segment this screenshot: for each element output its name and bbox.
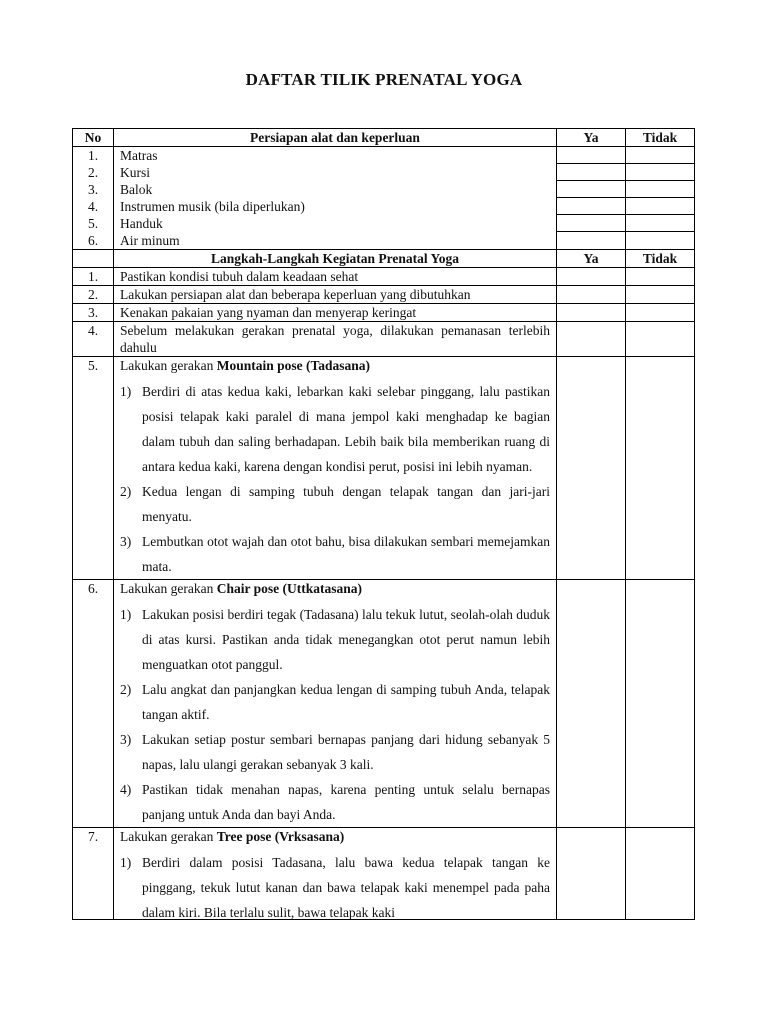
checkbox-ya[interactable] [557, 322, 626, 357]
checkbox-ya[interactable] [557, 147, 625, 164]
header-ya: Ya [557, 129, 626, 147]
step-row [73, 286, 695, 304]
pose-step-number: 2) [120, 682, 132, 697]
pose-step-text: Lakukan posisi berdiri tegak (Tadasana) lalu tekuk lutut, seolah-olah duduk di atas kursi. Pastikan anda tidak menegangkan otot perut namun lebih menguatkan otot panggul. [142, 607, 550, 672]
checkbox-tidak[interactable] [626, 304, 695, 322]
pose-steps [120, 379, 550, 579]
pose-name: Tree pose (Vrksasana) [216, 829, 345, 844]
checkbox-ya[interactable] [557, 268, 626, 286]
pose-intro: Lakukan gerakan [120, 581, 214, 596]
pose-heading [120, 580, 550, 598]
pose-number: 5. [73, 357, 114, 580]
prep-number: 6. [87, 233, 99, 248]
table-header-row [73, 129, 695, 147]
prep-number: 2. [87, 165, 99, 180]
prep-row [73, 147, 695, 250]
pose-step-number: 4) [120, 782, 132, 797]
prep-tidak-column [626, 147, 695, 250]
step-number: 3. [73, 304, 114, 322]
prep-item: Air minum [120, 233, 180, 248]
pose-step-number: 1) [120, 384, 132, 399]
pose-step [120, 677, 550, 727]
prep-number: 1. [87, 148, 99, 163]
checkbox-ya[interactable] [557, 164, 625, 181]
checkbox-tidak[interactable] [626, 215, 694, 232]
step-text: Sebelum melakukan gerakan prenatal yoga, dilakukan pemanasan terlebih dahulu [114, 322, 557, 357]
checkbox-ya[interactable] [557, 215, 625, 232]
pose-step [120, 777, 550, 827]
header-item: Persiapan alat dan keperluan [114, 129, 557, 147]
pose-row [73, 357, 695, 580]
steps-header-row [73, 250, 695, 268]
pose-step [120, 379, 550, 479]
prep-item: Matras [120, 148, 158, 163]
checkbox-tidak[interactable] [626, 198, 694, 215]
pose-content [114, 580, 557, 828]
pose-heading [120, 828, 550, 846]
pose-content-clip [120, 828, 550, 919]
prep-numbers [73, 147, 114, 250]
checkbox-tidak[interactable] [626, 322, 695, 357]
step-number: 2. [73, 286, 114, 304]
checklist-table [72, 128, 695, 920]
checkbox-tidak[interactable] [626, 232, 694, 249]
step-text: Kenakan pakaian yang nyaman dan menyerap keringat [114, 304, 557, 322]
pose-step-number: 1) [120, 607, 132, 622]
pose-content [114, 357, 557, 580]
step-number: 1. [73, 268, 114, 286]
pose-step-text: Lalu angkat dan panjangkan kedua lengan di samping tubuh Anda, telapak tangan aktif. [142, 682, 550, 722]
prep-number: 5. [87, 216, 99, 231]
checkbox-tidak[interactable] [626, 181, 694, 198]
checkbox-tidak[interactable] [626, 268, 695, 286]
pose-step-number: 3) [120, 534, 132, 549]
prep-item: Instrumen musik (bila diperlukan) [120, 199, 305, 214]
checkbox-ya[interactable] [557, 357, 626, 580]
pose-step-text: Berdiri di atas kedua kaki, lebarkan kaki selebar pinggang, lalu pastikan posisi telapak kaki paralel di mana jempol kaki menghadap ke bagian dalam tubuh dan saling berhadapan. Lebih baik bila memberikan ruang di antara kedua kaki, karena dengan kondisi perut, posisi ini lebih nyaman. [142, 384, 550, 474]
header-steps: Langkah-Langkah Kegiatan Prenatal Yoga [114, 250, 557, 268]
prep-item: Balok [120, 182, 153, 197]
pose-row [73, 828, 695, 920]
pose-name: Mountain pose (Tadasana) [216, 358, 370, 373]
pose-step [120, 602, 550, 677]
checkbox-ya[interactable] [557, 232, 625, 249]
header-tidak: Tidak [626, 129, 695, 147]
pose-step-text: Pastikan tidak menahan napas, karena penting untuk selalu bernapas panjang untuk Anda dan bayi Anda. [142, 782, 550, 822]
pose-number: 7. [73, 828, 114, 920]
pose-step-text: Lakukan setiap postur sembari bernapas panjang dari hidung sebanyak 5 napas, lalu ulangi gerakan sebanyak 3 kali. [142, 732, 550, 772]
step-row [73, 304, 695, 322]
step-text: Lakukan persiapan alat dan beberapa keperluan yang dibutuhkan [114, 286, 557, 304]
prep-number: 3. [87, 182, 99, 197]
checkbox-tidak[interactable] [626, 828, 695, 920]
prep-item: Kursi [120, 165, 150, 180]
pose-step-text: Berdiri dalam posisi Tadasana, lalu bawa kedua telapak tangan ke pinggang, tekuk lutut kanan dan bawa telapak kaki menempel pada paha dalam kiri. Bila terlalu sulit, bawa telapak kaki [142, 855, 550, 919]
header-no: No [73, 129, 114, 147]
step-number: 4. [73, 322, 114, 357]
prep-item: Handuk [120, 216, 163, 231]
prep-items [114, 147, 557, 250]
checkbox-ya[interactable] [557, 304, 626, 322]
pose-content [114, 828, 557, 920]
pose-intro: Lakukan gerakan [120, 829, 214, 844]
checkbox-ya[interactable] [557, 181, 625, 198]
pose-intro: Lakukan gerakan [120, 358, 214, 373]
prep-number: 4. [87, 199, 99, 214]
checkbox-ya[interactable] [557, 286, 626, 304]
checkbox-ya[interactable] [557, 580, 626, 828]
pose-step-text: Kedua lengan di samping tubuh dengan telapak tangan dan jari-jari menyatu. [142, 484, 550, 524]
pose-step-number: 1) [120, 855, 132, 870]
pose-step-number: 3) [120, 732, 132, 747]
pose-step [120, 850, 550, 919]
step-row [73, 322, 695, 357]
pose-step [120, 479, 550, 529]
checkbox-ya[interactable] [557, 828, 626, 920]
checkbox-tidak[interactable] [626, 286, 695, 304]
checkbox-tidak[interactable] [626, 580, 695, 828]
pose-number: 6. [73, 580, 114, 828]
pose-heading [120, 357, 550, 375]
pose-step-text: Lembutkan otot wajah dan otot bahu, bisa dilakukan sembari memejamkan mata. [142, 534, 550, 574]
pose-step-number: 2) [120, 484, 132, 499]
pose-step [120, 727, 550, 777]
checkbox-tidak[interactable] [626, 147, 694, 164]
prep-ya-column [557, 147, 626, 250]
pose-row [73, 580, 695, 828]
step-row [73, 268, 695, 286]
pose-name: Chair pose (Uttkatasana) [216, 581, 362, 596]
pose-steps [120, 850, 550, 919]
checkbox-tidak[interactable] [626, 357, 695, 580]
step-text: Pastikan kondisi tubuh dalam keadaan sehat [114, 268, 557, 286]
header-blank [73, 250, 114, 268]
pose-step [120, 529, 550, 579]
pose-steps [120, 602, 550, 827]
document-title: DAFTAR TILIK PRENATAL YOGA [245, 70, 523, 89]
checkbox-tidak[interactable] [626, 164, 694, 181]
header-tidak: Tidak [626, 250, 695, 268]
header-ya: Ya [557, 250, 626, 268]
checkbox-ya[interactable] [557, 198, 625, 215]
